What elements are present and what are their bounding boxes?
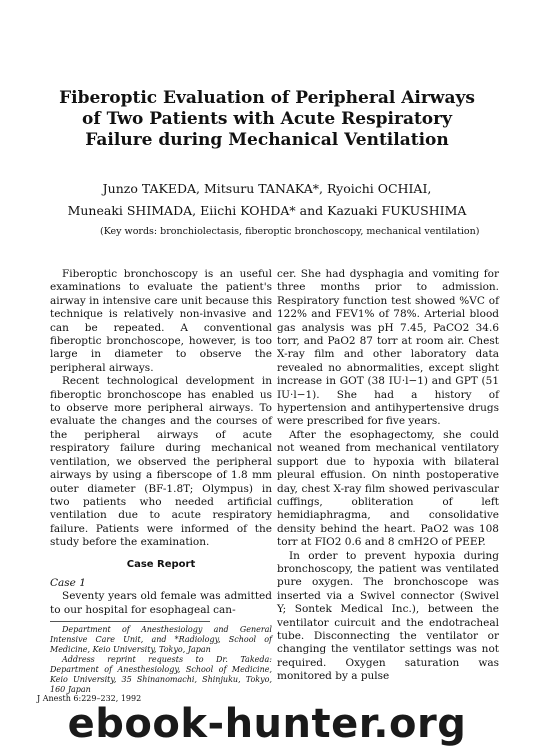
intro-paragraph-2: Recent technological development in fiberoptic bronchoscope has enabled us to observe more peripheral airways. To evaluate the changes and the courses of the peripheral airways of acute respiratory failure during mechanical ventilation, we observed the peripheral airways by using a fiberscope of 1.8 mm outer diameter (BF-1.8T; Olympus) in two patients who needed artificial ventilation due to acute respiratory failure. Patients were informed of the study before the examination. (50, 375, 272, 549)
title-line-3: Failure during Mechanical Ventilation (85, 130, 449, 150)
article-title (40, 88, 494, 151)
journal-citation: J Anesth 6:229–232, 1992 (37, 694, 142, 703)
reprint-footnote: Address reprint requests to Dr. Takeda: Department of Anesthesiology, School of Medicine, Keio University, 35 Shinanomachi, Shinjuku, Tokyo, 160 Japan (50, 655, 272, 695)
section-heading-case-report: Case Report (126, 558, 196, 570)
affiliation-footnote: Department of Anesthesiology and General Intensive Care Unit, and *Radiology, School of Medicine, Keio University, Tokyo, Japan (50, 625, 272, 655)
authors-line-1: Junzo TAKEDA, Mitsuru TANAKA*, Ryoichi OCHIAI, (102, 181, 432, 196)
case-paragraph-3: In order to prevent hypoxia during bronchoscopy, the patient was ventilated pure oxygen. The bronchoscope was inserted via a Swivel connector (Swivel Y; Sontek Medical Inc.), between the ventilator cuircuit and the endotracheal tube. Disconnecting the ventilator or changing the ventilator settings was not required. Oxygen saturation was monitored by a pulse (277, 549, 499, 683)
keywords: (Key words: bronchiolectasis, fiberoptic bronchoscopy, mechanical ventilation) (100, 226, 480, 237)
authors-line-2: Muneaki SHIMADA, Eiichi KOHDA* and Kazuaki FUKUSHIMA (67, 203, 467, 218)
case-paragraph-1: Seventy years old female was admitted to our hospital for esophageal can- (50, 590, 272, 616)
intro-paragraph-1: Fiberoptic bronchoscopy is an useful examinations to evaluate the patient's airway in intensive care unit because this technique is relatively non-invasive and can be repeated. A conventional fiberoptic bronchoscope, however, is too large in diameter to observe the peripheral airways. (50, 268, 272, 374)
author-list (40, 178, 494, 222)
case-paragraph-2: After the esophagectomy, she could not weaned from mechanical ventilatory support due to hypoxia with bilateral pleural effusion. On ninth postoperative day, chest X-ray film showed perivascular cuffings, obliteration of left hemidiaphragma, and consolidative density behind the heart. PaO2 was 108 torr at FIO2 0.6 and 8 cmH2O of PEEP. (277, 428, 499, 549)
right-column (277, 268, 499, 684)
case-paragraph-continued: cer. She had dysphagia and vomiting for three months prior to admission. Respiratory function test showed %VC of 122% and FEV1% of 78%. Arterial blood gas analysis was pH 7.45, PaCO2 34.6 torr, and PaO2 87 torr at room air. Chest X-ray film and other laboratory data revealed no abnormalities, except slight increase in GOT (38 IU·l−1) and GPT (51 IU·l−1). She had a history of hypertension and antihypertensive drugs were prescribed for five years. (277, 268, 499, 428)
left-column (50, 268, 272, 695)
title-line-2: of Two Patients with Acute Respiratory (82, 109, 452, 129)
case-subheading: Case 1 (50, 576, 86, 589)
title-line-1: Fiberoptic Evaluation of Peripheral Airways (59, 88, 475, 108)
watermark: ebook-hunter.org (67, 701, 467, 747)
footnote-divider (50, 621, 210, 622)
